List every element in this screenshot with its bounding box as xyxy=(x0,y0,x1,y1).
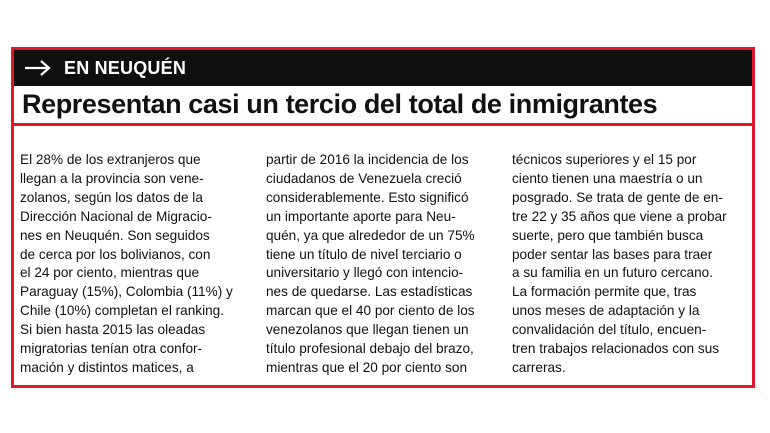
body-line: partir de 2016 la incidencia de los xyxy=(266,152,469,167)
article-body xyxy=(20,151,744,375)
arrow-right-icon xyxy=(24,59,52,77)
body-line: poder sentar las bases para traer xyxy=(512,246,713,262)
body-line: mación y distintos matices, a xyxy=(20,359,194,375)
body-line: zolanos, según los datos de la xyxy=(20,189,203,205)
body-line: quén, ya que alrededor de un 75% xyxy=(266,227,475,243)
body-line: tiene un título de nivel terciario o xyxy=(266,246,462,262)
body-line: nes en Neuquén. Son seguidos xyxy=(20,227,210,243)
body-line: suerte, pero que también busca xyxy=(512,227,704,243)
body-line: el 24 por ciento, mientras que xyxy=(20,265,200,281)
body-line: posgrado. Se trata de gente de en- xyxy=(512,189,723,205)
body-line: El 28% de los extranjeros que xyxy=(20,152,201,167)
body-line: Chile (10%) completan el ranking. xyxy=(20,303,225,319)
body-line: marcan que el 40 por ciento de los xyxy=(266,303,475,319)
body-line: venezolanos que llegan tienen un xyxy=(266,322,469,338)
body-line: migratorias tenían otra confor- xyxy=(20,341,203,357)
section-band xyxy=(14,50,752,86)
body-line: de cerca por los bolivianos, con xyxy=(20,246,211,262)
body-line: ciudadanos de Venezuela creció xyxy=(266,170,462,186)
body-line: llegan a la provincia son vene- xyxy=(20,170,204,186)
body-line: título profesional debajo del brazo, xyxy=(266,341,474,357)
article-headline: Representan casi un tercio del total de inmigrantes xyxy=(14,86,752,126)
body-line: un importante aporte para Neu- xyxy=(266,208,456,224)
body-line: ciento tienen una maestría o un xyxy=(512,170,703,186)
body-line: Dirección Nacional de Migracio- xyxy=(20,208,212,224)
body-column-1 xyxy=(20,151,252,375)
section-label: EN NEUQUÉN xyxy=(64,57,187,78)
body-line: Si bien hasta 2015 las oleadas xyxy=(20,322,206,338)
body-line: a su familia en un futuro cercano. xyxy=(512,265,713,281)
body-line: considerablemente. Esto significó xyxy=(266,189,469,205)
body-line: convalidación del título, encuen- xyxy=(512,322,707,338)
body-line: unos meses de adaptación y la xyxy=(512,303,700,319)
body-line: Paraguay (15%), Colombia (11%) y xyxy=(20,284,233,300)
body-line: técnicos superiores y el 15 por xyxy=(512,152,697,167)
body-line: nes de quedarse. Las estadísticas xyxy=(266,284,473,300)
body-column-3 xyxy=(512,151,744,375)
body-line: carreras. xyxy=(512,359,566,375)
body-line: universitario y llegó con intencio- xyxy=(266,265,464,281)
body-line: La formación permite que, tras xyxy=(512,284,697,300)
body-line: tren trabajos relacionados con sus xyxy=(512,341,720,357)
body-line: tre 22 y 35 años que viene a probar xyxy=(512,208,727,224)
body-column-2 xyxy=(266,151,498,375)
body-line: mientras que el 20 por ciento son xyxy=(266,359,468,375)
